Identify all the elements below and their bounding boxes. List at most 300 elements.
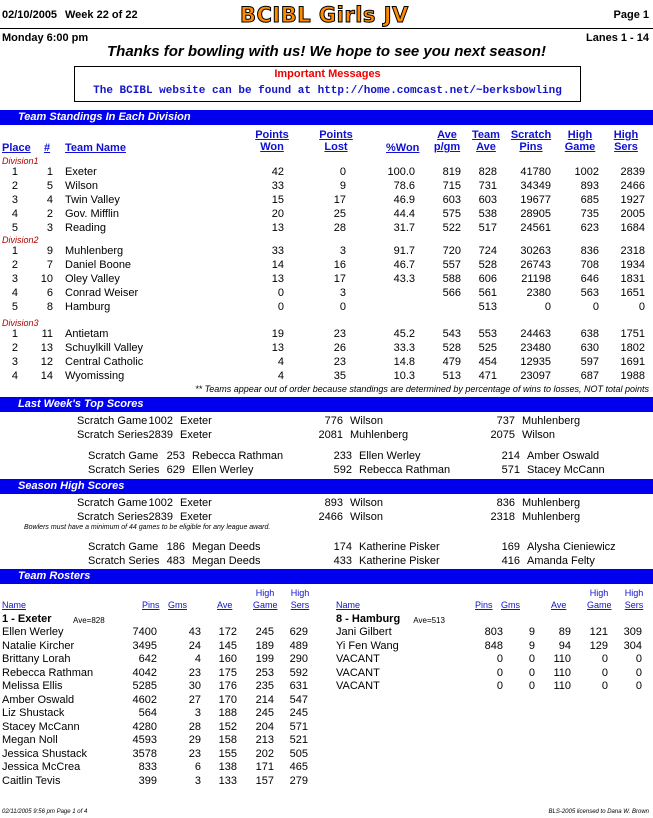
score-value: 629 [166, 464, 185, 476]
roster-cell: 23 [188, 666, 201, 679]
score-label: Scratch Series [88, 555, 160, 567]
standings-cell: 20 [271, 207, 284, 220]
standings-cell: 566 [442, 286, 461, 299]
score-value: 1002 [148, 415, 173, 427]
division-label: Division3 [2, 318, 39, 328]
messages-title: Important Messages [274, 68, 381, 80]
roster-cell: 152 [218, 720, 237, 733]
standings-cell: 0 [339, 300, 346, 313]
score-value: 2839 [148, 511, 173, 523]
roster-cell: 110 [553, 666, 571, 679]
standings-cell: 528 [478, 258, 497, 271]
roster-cell: 204 [255, 720, 274, 733]
standings-cell: 12935 [520, 355, 551, 368]
standings-cell: 454 [478, 355, 497, 368]
roster-cell: 6 [194, 761, 201, 773]
roster-cell: 129 [589, 639, 608, 652]
standings-cell: 1 [11, 166, 18, 178]
roster-col-header: High [255, 588, 275, 598]
standings-cell: 1927 [620, 193, 645, 206]
bowler-name: Amber Oswald [2, 693, 75, 706]
roster-cell: 4 [194, 653, 201, 665]
col-scratch: Scratch Pins [510, 129, 552, 153]
standings-cell: 538 [478, 207, 497, 220]
roster-cell: 175 [218, 666, 237, 679]
roster-cell: 121 [589, 626, 608, 638]
roster-cell: 23 [188, 747, 201, 760]
roster-team-average: Ave=513 [413, 616, 445, 625]
standings-cell: 34349 [520, 179, 551, 192]
score-name: Wilson [522, 429, 556, 441]
standings-cell: 45.2 [393, 328, 415, 340]
standings-cell: 6 [46, 286, 53, 299]
standings-cell: 91.7 [393, 245, 415, 257]
score-value: 776 [324, 415, 343, 427]
score-value: 2081 [318, 429, 343, 441]
roster-col-header: Name [2, 600, 27, 610]
standings-cell: 26 [333, 341, 346, 354]
season-band [0, 479, 653, 494]
score-value: 2466 [318, 511, 343, 523]
standings-cell: 25 [333, 207, 346, 220]
standings-cell: 11 [41, 328, 53, 340]
standings-cell: 543 [442, 328, 461, 340]
standings-cell: 24463 [520, 328, 551, 340]
standings-cell: 685 [580, 193, 599, 206]
roster-cell: 245 [255, 626, 274, 638]
standings-cell: 35 [333, 369, 346, 382]
roster-col-header: Pins [142, 600, 160, 610]
roster-col-header: Name [336, 600, 361, 610]
score-name: Wilson [350, 497, 384, 509]
score-name: Ellen Werley [359, 450, 421, 462]
standings-cell: 3 [46, 221, 53, 234]
roster-cell: 592 [289, 666, 308, 679]
standings-cell: 646 [580, 272, 599, 285]
standings-cell: 522 [442, 221, 461, 234]
standings-cell: 14 [271, 258, 284, 271]
standings-cell: 1988 [620, 369, 645, 382]
team-name: Wyomissing [65, 369, 125, 382]
standings-cell: 2318 [620, 245, 645, 257]
roster-cell: 0 [635, 653, 642, 665]
roster-cell: 189 [255, 639, 274, 652]
standings-band [0, 110, 653, 125]
roster-cell: 0 [601, 653, 608, 665]
week-label: Week 22 of 22 [65, 9, 138, 21]
standings-cell: 893 [580, 179, 599, 192]
standings-cell: 597 [580, 355, 599, 368]
standings-cell: 4 [11, 286, 18, 299]
team-name: Oley Valley [65, 272, 120, 285]
roster-cell: 0 [496, 680, 503, 692]
standings-cell: 3 [11, 272, 18, 285]
standings-cell: 1751 [620, 328, 645, 340]
roster-cell: 188 [218, 707, 237, 719]
standings-cell: 33.3 [393, 341, 415, 354]
roster-cell: 0 [635, 666, 642, 679]
team-name: Central Catholic [65, 355, 144, 368]
roster-cell: 465 [289, 761, 308, 773]
standings-cell: 1 [11, 245, 18, 257]
standings-cell: 2 [46, 207, 53, 220]
standings-cell: 33 [271, 245, 284, 257]
roster-cell: 0 [528, 666, 535, 679]
roster-cell: 89 [558, 626, 571, 638]
roster-cell: 631 [289, 680, 308, 692]
standings-cell: 630 [580, 341, 599, 354]
roster-team-name: 8 - Hamburg [336, 613, 401, 625]
standings-cell: 13 [40, 341, 53, 354]
lanes-label: Lanes 1 - 14 [586, 32, 649, 44]
standings-cell: 3 [11, 193, 18, 206]
standings-note: ** Teams appear out of order because standings are determined by percentage of wins to losses, NOT total points [195, 384, 649, 394]
standings-cell: 724 [478, 245, 497, 257]
roster-cell: 309 [623, 626, 642, 638]
standings-cell: 23 [333, 328, 346, 340]
col-team: Team Name [65, 142, 126, 154]
standings-cell: 2005 [620, 207, 645, 220]
roster-cell: 521 [289, 734, 308, 746]
roster-cell: 4280 [132, 720, 157, 733]
score-name: Amber Oswald [527, 450, 600, 462]
messages-text: The BCIBL website can be found at http://home.comcast.net/~berksbowling [93, 85, 562, 97]
roster-cell: 279 [289, 774, 308, 787]
standings-cell: 13 [271, 221, 284, 234]
standings-cell: 1802 [620, 341, 645, 354]
rosters-band-title: Team Rosters [18, 570, 91, 582]
standings-cell: 14.8 [393, 355, 415, 368]
roster-cell: 629 [289, 626, 308, 638]
standings-cell: 1 [46, 166, 53, 178]
standings-cell: 1 [11, 328, 18, 340]
roster-cell: 4042 [132, 666, 157, 679]
roster-cell: 399 [138, 774, 157, 787]
score-name: Katherine Pisker [359, 555, 440, 567]
col-won: Points Won [255, 129, 289, 153]
standings-cell: 33 [271, 179, 284, 192]
standings-cell: 4 [277, 355, 284, 368]
roster-cell: 170 [218, 693, 237, 706]
standings-cell: 479 [442, 355, 461, 368]
col-highsers: High Sers [613, 129, 639, 153]
standings-cell: 23 [333, 355, 346, 368]
score-name: Katherine Pisker [359, 541, 440, 553]
score-name: Wilson [350, 511, 384, 523]
roster-cell: 213 [255, 734, 274, 746]
team-name: Hamburg [65, 300, 111, 313]
col-avepgm: Ave p/gm [433, 129, 461, 153]
score-name: Exeter [180, 429, 212, 441]
roster-cell: 9 [528, 626, 535, 638]
standings-cell: 1691 [620, 355, 645, 368]
standings-cell: 561 [478, 286, 497, 299]
standings-cell: 28905 [520, 207, 551, 220]
standings-cell: 0 [277, 300, 284, 313]
standings-cell: 1934 [620, 258, 645, 271]
roster-cell: 5285 [132, 680, 157, 692]
standings-band-title: Team Standings In Each Division [18, 111, 191, 123]
standings-cell: 8 [46, 300, 53, 313]
score-name: Muhlenberg [350, 429, 409, 441]
standings-cell: 3 [339, 245, 346, 257]
roster-cell: 235 [255, 680, 274, 692]
roster-cell: 27 [188, 693, 201, 706]
report-date: 02/10/2005 [2, 9, 58, 21]
roster-cell: 803 [484, 626, 503, 638]
score-value: 253 [166, 450, 185, 462]
roster-col-header: Gms [168, 600, 187, 610]
roster-cell: 3 [194, 707, 201, 719]
roster-cell: 833 [138, 761, 157, 773]
bowler-name: Megan Noll [2, 734, 58, 746]
score-value: 214 [501, 450, 520, 462]
standings-cell: 735 [580, 207, 599, 220]
roster-col-header: High [589, 588, 609, 598]
standings-cell: 28 [333, 221, 346, 234]
roster-cell: 0 [528, 680, 535, 692]
standings-cell: 3 [11, 355, 18, 368]
roster-cell: 642 [138, 653, 157, 665]
standings-cell: 16 [333, 258, 346, 271]
thanks-message: Thanks for bowling with us! We hope to see you next season! [107, 43, 546, 60]
roster-col-header: Sers [624, 600, 644, 610]
standings-cell: 819 [442, 166, 461, 178]
score-value: 174 [333, 541, 352, 553]
roster-cell: 245 [255, 707, 274, 719]
roster-cell: 158 [218, 734, 237, 746]
roster-cell: 9 [528, 639, 535, 652]
standings-cell: 19 [271, 328, 284, 340]
bowler-name: Ellen Werley [2, 626, 64, 638]
score-label: Scratch Game [88, 450, 159, 462]
standings-cell: 513 [442, 369, 461, 382]
score-name: Megan Deeds [192, 541, 261, 553]
standings-cell: 2466 [620, 179, 645, 192]
footer-right: BLS-2005 licensed to Dana W. Brown [548, 809, 649, 815]
standings-cell: 1831 [620, 272, 645, 285]
standings-cell: 828 [478, 166, 497, 178]
score-value: 416 [501, 555, 520, 567]
league-title: BCIBL Girls JV [240, 3, 409, 27]
standings-cell: 2380 [526, 286, 551, 299]
standings-cell: 517 [478, 221, 497, 234]
standings-cell: 100.0 [387, 166, 415, 178]
team-name: Reading [65, 221, 106, 234]
score-value: 737 [496, 415, 515, 427]
roster-cell: 43 [188, 626, 201, 638]
standings-cell: 471 [478, 369, 497, 382]
roster-cell: 199 [255, 653, 274, 665]
standings-cell: 78.6 [393, 179, 415, 192]
score-name: Rebecca Rathman [192, 450, 284, 462]
roster-cell: 304 [623, 639, 642, 652]
score-name: Exeter [180, 511, 212, 523]
standings-cell: 606 [478, 272, 497, 285]
roster-cell: 160 [218, 653, 237, 665]
standings-cell: 687 [580, 369, 599, 382]
rosters-band [0, 569, 653, 584]
standings-cell: 14 [40, 369, 53, 382]
bowler-name: Brittany Lorah [2, 653, 71, 665]
roster-col-header: Sers [290, 600, 310, 610]
standings-cell: 10 [40, 272, 53, 285]
roster-cell: 564 [138, 707, 157, 719]
standings-cell: 638 [580, 328, 599, 340]
score-label: Scratch Game [77, 497, 148, 509]
standings-cell: 553 [478, 328, 497, 340]
score-value: 1002 [148, 497, 173, 509]
roster-cell: 290 [289, 653, 308, 665]
standings-cell: 588 [442, 272, 461, 285]
standings-cell: 17 [333, 272, 346, 285]
roster-cell: 176 [218, 680, 237, 692]
score-value: 2318 [490, 511, 515, 523]
roster-cell: 171 [255, 761, 274, 773]
header-rule [0, 28, 653, 29]
score-label: Scratch Series [77, 511, 149, 523]
roster-cell: 0 [601, 666, 608, 679]
division-label: Division2 [2, 235, 39, 245]
roster-cell: 133 [218, 774, 237, 787]
standings-cell: 23097 [520, 369, 551, 382]
standings-cell: 31.7 [393, 221, 415, 234]
standings-cell: 42 [271, 166, 284, 178]
standings-cell: 0 [638, 300, 645, 313]
roster-cell: 0 [496, 653, 503, 665]
standings-cell: 41780 [520, 166, 551, 178]
standings-cell: 30263 [520, 245, 551, 257]
roster-cell: 214 [255, 693, 274, 706]
standings-cell: 2 [11, 341, 18, 354]
bowler-name: Liz Shustack [2, 707, 65, 719]
standings-cell: 603 [442, 193, 461, 206]
standings-cell: 3 [339, 286, 346, 299]
standings-cell: 708 [580, 258, 599, 271]
score-value: 233 [333, 450, 352, 462]
bowler-name: Rebecca Rathman [2, 666, 94, 679]
standings-cell: 9 [339, 179, 346, 192]
roster-cell: 155 [218, 747, 237, 760]
roster-cell: 3495 [132, 639, 157, 652]
standings-cell: 563 [580, 286, 599, 299]
standings-cell: 0 [544, 300, 551, 313]
score-name: Muhlenberg [522, 415, 581, 427]
footer-left: 02/11/2005 9:56 pm Page 1 of 4 [2, 809, 88, 815]
roster-cell: 571 [289, 720, 308, 733]
standings-cell: 17 [333, 193, 346, 206]
roster-cell: 489 [289, 639, 308, 652]
score-value: 2075 [490, 429, 515, 441]
standings-cell: 5 [11, 221, 18, 234]
score-name: Muhlenberg [522, 511, 581, 523]
standings-cell: 21198 [521, 272, 551, 285]
bowler-name: Caitlin Tevis [2, 774, 61, 787]
bowler-name: Natalie Kircher [2, 639, 75, 652]
standings-cell: 513 [478, 300, 497, 313]
score-name: Ellen Werley [192, 464, 254, 476]
page-number: Page 1 [613, 9, 649, 21]
standings-cell: 4 [11, 369, 18, 382]
score-name: Alysha Cieniewicz [527, 541, 616, 553]
standings-cell: 43.3 [393, 272, 415, 285]
standings-cell: 24561 [520, 221, 551, 234]
col-highgame: High Game [564, 129, 596, 153]
standings-cell: 731 [478, 179, 497, 192]
score-value: 571 [501, 464, 520, 476]
score-label: Scratch Series [77, 429, 149, 441]
score-name: Muhlenberg [522, 497, 581, 509]
roster-col-header: High [290, 588, 310, 598]
roster-cell: 157 [255, 774, 274, 787]
bowler-name: Melissa Ellis [2, 680, 63, 692]
standings-cell: 46.7 [393, 258, 415, 271]
standings-cell: 2839 [620, 166, 645, 178]
team-name: Conrad Weiser [65, 286, 139, 299]
standings-cell: 15 [271, 193, 284, 206]
roster-cell: 3578 [132, 747, 157, 760]
team-name: Twin Valley [65, 193, 120, 206]
standings-cell: 5 [46, 179, 53, 192]
col-teamave: Team Ave [472, 129, 500, 153]
score-name: Amanda Felty [527, 555, 595, 567]
standings-cell: 528 [442, 341, 461, 354]
standings-cell: 525 [478, 341, 497, 354]
score-name: Wilson [350, 415, 384, 427]
roster-cell: 0 [601, 680, 608, 692]
standings-cell: 0 [277, 286, 284, 299]
team-name: Daniel Boone [65, 258, 132, 271]
roster-col-header: High [624, 588, 644, 598]
division-label: Division1 [2, 156, 39, 166]
col-lost: Points Lost [319, 129, 353, 153]
roster-cell: 28 [188, 720, 201, 733]
last-week-band-title: Last Week's Top Scores [18, 398, 144, 410]
roster-col-header: Pins [475, 600, 493, 610]
score-value: 483 [166, 555, 185, 567]
standings-cell: 0 [592, 300, 599, 313]
roster-cell: 145 [218, 639, 237, 652]
roster-cell: 110 [553, 653, 571, 665]
standings-cell: 575 [442, 207, 461, 220]
standings-cell: 623 [580, 221, 599, 234]
standings-cell: 10.3 [393, 369, 415, 382]
standings-cell: 0 [339, 166, 346, 178]
bowler-name: Jessica McCrea [2, 761, 81, 773]
standings-cell: 1002 [574, 166, 599, 178]
standings-cell: 603 [478, 193, 497, 206]
score-value: 2839 [148, 429, 173, 441]
bowler-name: Yi Fen Wang [336, 639, 399, 652]
score-label: Scratch Game [77, 415, 148, 427]
roster-cell: 245 [289, 707, 308, 719]
score-value: 592 [333, 464, 352, 476]
roster-cell: 0 [528, 653, 535, 665]
standings-cell: 19677 [520, 193, 551, 206]
score-value: 836 [496, 497, 515, 509]
col-place: Place [2, 142, 31, 154]
roster-cell: 547 [289, 693, 308, 706]
team-name: Muhlenberg [65, 245, 124, 257]
score-value: 186 [166, 541, 185, 553]
standings-cell: 9 [46, 245, 53, 257]
roster-cell: 138 [218, 761, 237, 773]
standings-cell: 26743 [520, 258, 551, 271]
standings-cell: 4 [46, 193, 53, 206]
roster-cell: 29 [188, 734, 201, 746]
standings-cell: 557 [442, 258, 461, 271]
score-name: Stacey McCann [527, 464, 605, 476]
